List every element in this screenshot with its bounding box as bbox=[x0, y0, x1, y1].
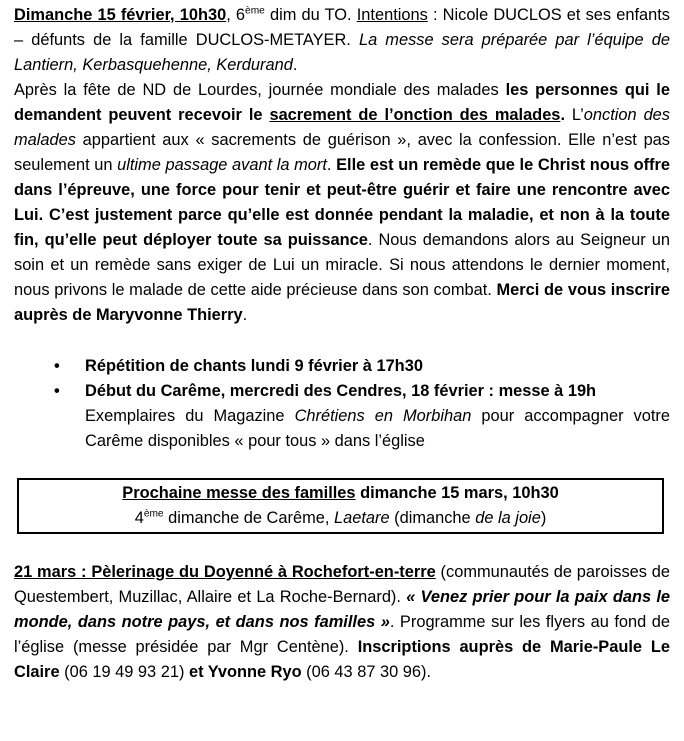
text-segment: pour accompagner votre Carême disponibles « pour tous » dans l’église bbox=[85, 407, 671, 450]
text-segment: appartient aux « sacrements de guérison », avec la confession. Elle n’est pas seulement un bbox=[14, 131, 670, 174]
text-segment: (dimanche bbox=[389, 509, 476, 527]
text-segment: L’ bbox=[565, 106, 584, 124]
text-segment: (communautés de paroisses de Questembert, Muzillac, Allaire et La Roche-Bernard). bbox=[14, 563, 671, 606]
text-segment: , 6 bbox=[226, 6, 246, 24]
text-segment: . bbox=[326, 156, 337, 174]
text-segment: « Venez prier pour la paix dans le monde, dans notre pays, et dans nos familles » bbox=[14, 588, 670, 631]
text-segment: Chrétiens en Morbihan bbox=[294, 407, 472, 425]
text-segment: de la joie bbox=[475, 509, 541, 527]
text-segment: Prochaine messe des familles bbox=[122, 484, 356, 502]
text-segment: Dimanche 15 février, 10h30 bbox=[14, 6, 227, 24]
text-segment: sacrement de l’onction des malades bbox=[269, 106, 561, 124]
paragraph-mass-announcement bbox=[14, 3, 670, 78]
text-segment: ultime passage avant la mort bbox=[117, 156, 327, 174]
text-segment: : Nicole DUCLOS et ses enfants – défunts de la famille DUCLOS-METAYER. bbox=[14, 6, 670, 49]
boxed-line bbox=[27, 506, 654, 531]
text-segment: Après la fête de ND de Lourdes, journée mondiale des malades bbox=[14, 81, 506, 99]
text-segment: (06 43 87 30 96). bbox=[301, 663, 432, 681]
paragraph-anointing-of-the-sick bbox=[14, 78, 670, 328]
text-segment: Inscriptions auprès de Marie-Paule Le Claire bbox=[14, 638, 670, 681]
text-segment: ème bbox=[245, 5, 265, 17]
family-mass-box bbox=[17, 478, 664, 534]
text-segment: 21 mars : Pèlerinage du Doyenné à Rochefort-en-terre bbox=[14, 563, 436, 581]
text-segment: ème bbox=[143, 508, 164, 520]
text-segment: . Nous demandons alors au Seigneur un soin et un remède sans exiger de Lui un miracle. Si nous attendons le dernier moment, nous privons le malade de cette aide précieuse dans son combat. bbox=[14, 231, 670, 299]
list-item bbox=[85, 379, 670, 454]
list-item bbox=[85, 354, 670, 379]
text-segment: Intentions bbox=[356, 6, 428, 24]
text-segment: Exemplaires du Magazine bbox=[85, 407, 295, 425]
text-segment: . bbox=[560, 106, 565, 124]
text-segment: Elle est un remède que le Christ nous offre dans l’épreuve, une force pour tenir et peut-être guérir et faire une rencontre avec Lui. C’est justement parce qu’elle est donnée pendant la maladie, et non à la toute fin, qu’elle peut déployer toute sa puissance bbox=[14, 156, 671, 249]
text-segment: 4 bbox=[134, 509, 144, 527]
text-segment: dimanche 15 mars, 10h30 bbox=[355, 484, 559, 502]
text-segment: . Programme sur les flyers au fond de l’église (messe présidée par Mgr Centène). bbox=[14, 613, 671, 656]
text-segment: les personnes qui le demandent peuvent recevoir le bbox=[14, 81, 670, 124]
text-segment: Début du Carême, mercredi des Cendres, 18 février : messe à 19h bbox=[85, 382, 597, 400]
paragraph-pilgrimage bbox=[14, 560, 670, 685]
text-segment: . bbox=[292, 56, 298, 74]
text-segment: dimanche de Carême, bbox=[163, 509, 334, 527]
text-segment: Merci de vous inscrire auprès de Maryvonne Thierry bbox=[14, 281, 670, 324]
text-segment: Répétition de chants lundi 9 février à 17h30 bbox=[85, 357, 423, 375]
text-segment: onction des malades bbox=[14, 106, 670, 149]
text-segment: . bbox=[242, 306, 248, 324]
text-segment: et Yvonne Ryo bbox=[188, 663, 302, 681]
text-segment: La messe sera préparée par l’équipe de Lantiern, Kerbasquehenne, Kerdurand bbox=[14, 31, 670, 74]
announcements-list bbox=[14, 354, 670, 454]
boxed-line bbox=[27, 481, 654, 506]
text-segment: (06 19 49 93 21) bbox=[59, 663, 189, 681]
text-segment: Laetare bbox=[333, 509, 390, 527]
text-segment: dim du TO. bbox=[264, 6, 357, 24]
text-segment: ) bbox=[540, 509, 547, 527]
